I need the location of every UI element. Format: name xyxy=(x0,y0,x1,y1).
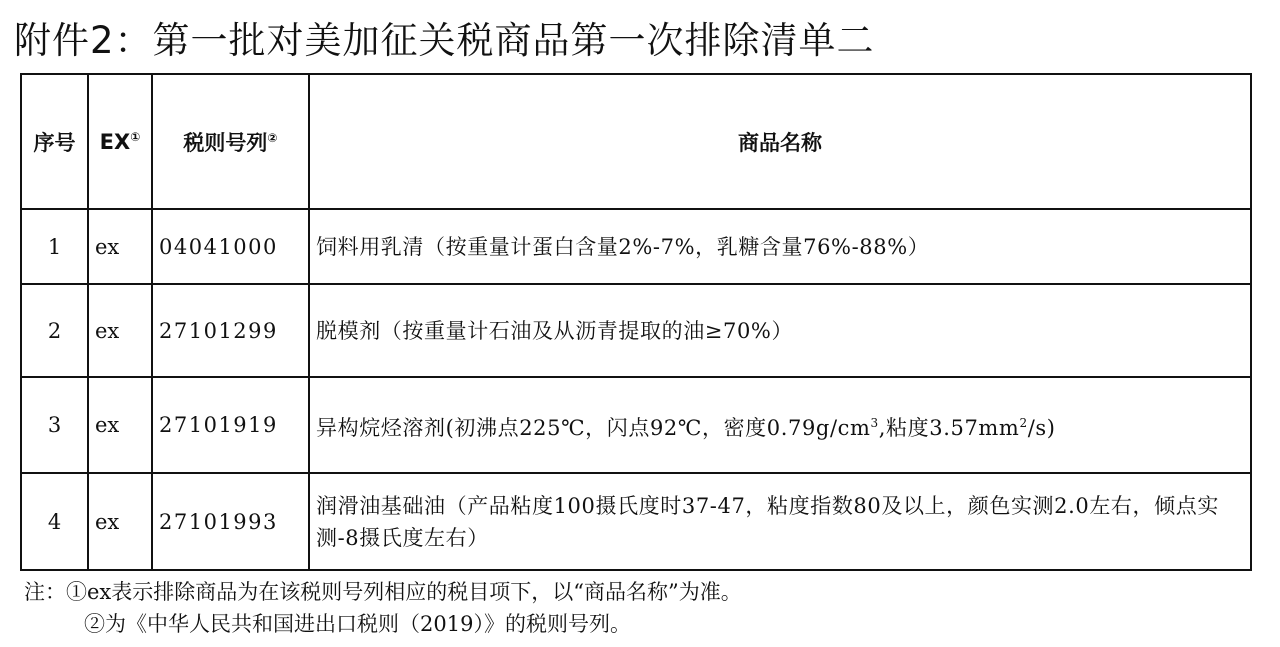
table-row xyxy=(21,284,1251,377)
header-code: 税则号列② xyxy=(152,74,309,209)
row-code: 27101299 xyxy=(152,284,309,377)
exclusion-table xyxy=(20,73,1252,571)
table-row xyxy=(21,377,1251,473)
row-ex: ex xyxy=(88,284,152,377)
table-row xyxy=(21,209,1251,284)
row-ex: ex xyxy=(88,209,152,284)
row-ex: ex xyxy=(88,377,152,473)
row-seq: 1 xyxy=(21,209,88,284)
page-title: 附件2：第一批对美加征关税商品第一次排除清单二 xyxy=(14,19,875,62)
row-seq: 4 xyxy=(21,473,88,570)
row-ex: ex xyxy=(88,473,152,570)
row-code: 27101993 xyxy=(152,473,309,570)
footnotes xyxy=(24,576,742,640)
footnote-1: 注：①ex表示排除商品为在该税则号列相应的税目项下，以“商品名称”为准。 xyxy=(24,580,742,604)
header-name: 商品名称 xyxy=(309,74,1251,209)
row-seq: 3 xyxy=(21,377,88,473)
row-code: 04041000 xyxy=(152,209,309,284)
footnote-2: ②为《中华人民共和国进出口税则（2019）》的税则号列。 xyxy=(84,612,631,636)
row-code: 27101919 xyxy=(152,377,309,473)
row-name: 脱模剂（按重量计石油及从沥青提取的油≥70%） xyxy=(309,284,1251,377)
row-name: 润滑油基础油（产品粘度100摄氏度时37-47，粘度指数80及以上，颜色实测2.0左右，倾点实测-8摄氏度左右） xyxy=(309,473,1251,570)
table-row xyxy=(21,473,1251,570)
header-ex: EX① xyxy=(88,74,152,209)
table-header-row xyxy=(21,74,1251,209)
row-name: 饲料用乳清（按重量计蛋白含量2%-7%，乳糖含量76%-88%） xyxy=(309,209,1251,284)
row-seq: 2 xyxy=(21,284,88,377)
header-seq: 序号 xyxy=(21,74,88,209)
row-name: 异构烷烃溶剂(初沸点225℃，闪点92℃，密度$0.79g/cm^3$,粘度$3.57mm^2/s$) xyxy=(309,377,1251,473)
